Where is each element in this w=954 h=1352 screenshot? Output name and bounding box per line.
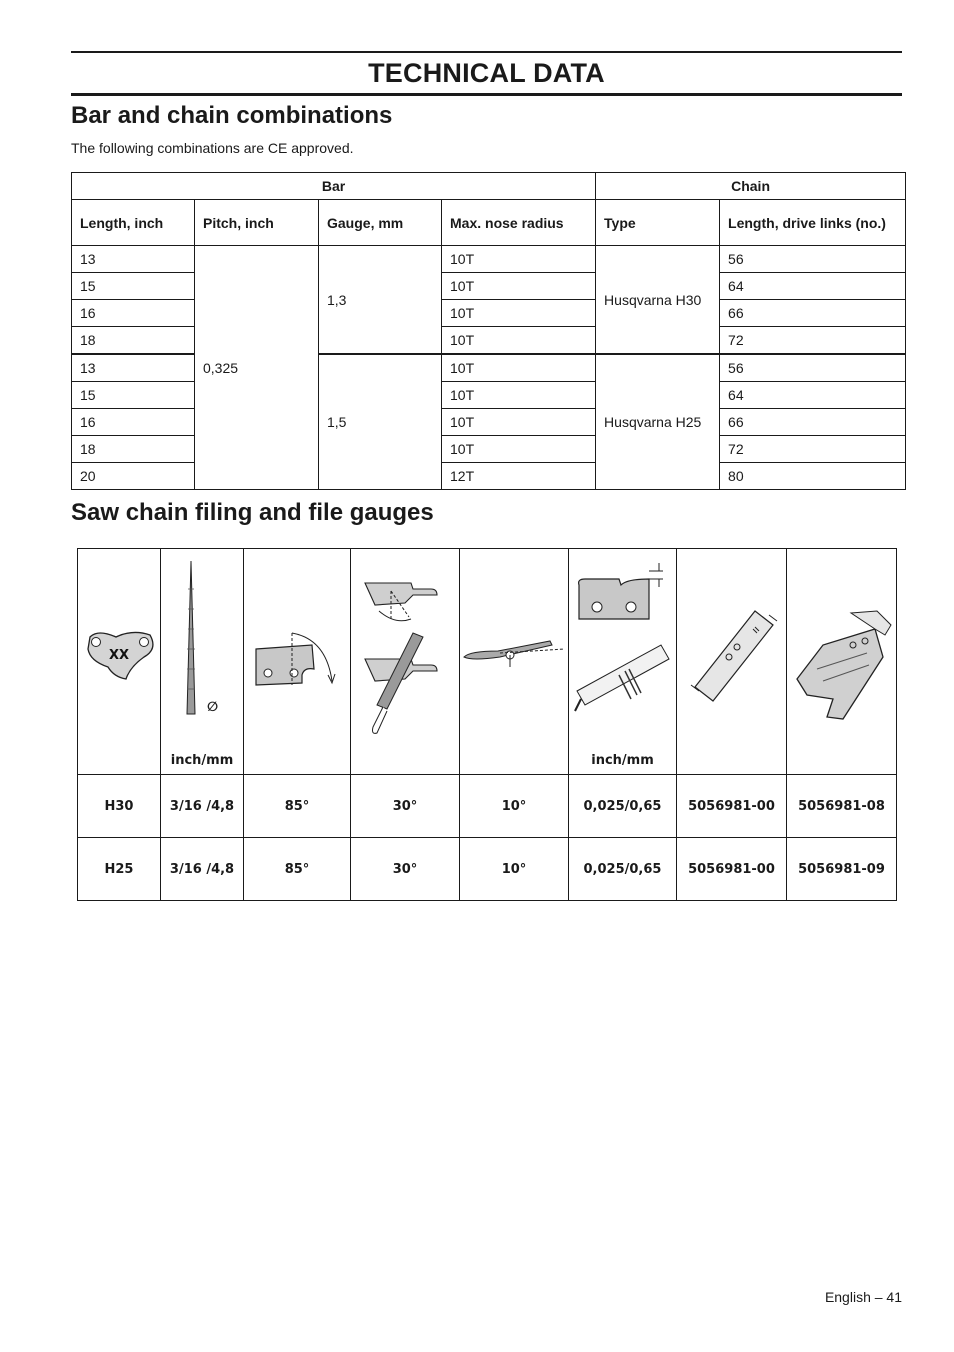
cell-depth: 0,025/0,65	[569, 775, 677, 838]
cell-links: 56	[720, 354, 906, 382]
cell-links: 66	[720, 300, 906, 327]
col-header-gauge: Gauge, mm	[319, 200, 442, 246]
group-header-chain: Chain	[596, 173, 906, 200]
cell-depth: 0,025/0,65	[569, 838, 677, 901]
col-header-nose-radius: Max. nose radius	[442, 200, 596, 246]
cell-nose: 10T	[442, 436, 596, 463]
cell-combi-part: 5056981-08	[787, 775, 897, 838]
col-header-length: Length, inch	[72, 200, 195, 246]
depth-tool-cell	[677, 549, 787, 775]
cell-links: 56	[720, 246, 906, 273]
cell-chain: H25	[78, 838, 161, 901]
cell-tilt: 10°	[460, 775, 569, 838]
cell-nose: 10T	[442, 382, 596, 409]
cell-pitch: 0,325	[195, 246, 319, 490]
cell-length: 18	[72, 327, 195, 355]
cell-length: 15	[72, 382, 195, 409]
cell-type: Husqvarna H30	[596, 246, 720, 355]
intro-text: The following combinations are CE approved.	[71, 140, 354, 156]
unit-label-file: inch/mm	[170, 753, 234, 768]
cell-length: 16	[72, 409, 195, 436]
cell-length: 15	[72, 273, 195, 300]
cell-nose: 10T	[442, 300, 596, 327]
filing-angle-cell	[351, 549, 460, 775]
file-tilt-icon	[460, 549, 569, 774]
cell-length: 13	[72, 354, 195, 382]
cell-type: Husqvarna H25	[596, 354, 720, 490]
table-row	[78, 775, 897, 838]
round-file-icon	[161, 549, 244, 774]
group-header-bar: Bar	[72, 173, 596, 200]
top-plate-angle-icon	[244, 549, 351, 774]
cell-links: 64	[720, 273, 906, 300]
col-header-drive-links: Length, drive links (no.)	[720, 200, 906, 246]
cell-length: 20	[72, 463, 195, 490]
unit-label-depth: inch/mm	[591, 753, 654, 768]
header-rule-top	[71, 51, 902, 53]
cell-links: 72	[720, 327, 906, 355]
table-row	[72, 246, 906, 273]
section-title-combinations: Bar and chain combinations	[71, 102, 393, 129]
col-header-type: Type	[596, 200, 720, 246]
page-footer: English – 41	[824, 1289, 902, 1305]
combi-tool-cell	[787, 549, 897, 775]
cell-combi-part: 5056981-09	[787, 838, 897, 901]
cell-nose: 12T	[442, 463, 596, 490]
col-header-pitch: Pitch, inch	[195, 200, 319, 246]
cell-top-angle: 85°	[244, 838, 351, 901]
filing-angle-icon	[351, 549, 460, 774]
cell-length: 18	[72, 436, 195, 463]
cell-nose: 10T	[442, 246, 596, 273]
cell-length: 13	[72, 246, 195, 273]
depth-gauge-icon	[569, 549, 677, 774]
chain-id-mark: XX	[108, 648, 130, 663]
tilt-angle-cell	[460, 549, 569, 775]
cell-nose: 10T	[442, 273, 596, 300]
cell-links: 72	[720, 436, 906, 463]
diameter-symbol: ∅	[207, 700, 219, 715]
cell-file: 3/16 /4,8	[161, 775, 244, 838]
cell-gauge-part: 5056981-00	[677, 838, 787, 901]
section-title-filing: Saw chain filing and file gauges	[71, 499, 434, 526]
cell-gauge: 1,5	[319, 354, 442, 490]
cell-nose: 10T	[442, 354, 596, 382]
filing-gauges-table	[77, 548, 897, 901]
cell-filing-angle: 30°	[351, 838, 460, 901]
top-angle-cell	[244, 549, 351, 775]
cell-links: 66	[720, 409, 906, 436]
cell-top-angle: 85°	[244, 775, 351, 838]
combi-gauge-tool-icon	[787, 549, 897, 774]
bar-chain-table	[71, 172, 906, 490]
cell-file: 3/16 /4,8	[161, 838, 244, 901]
cell-gauge: 1,3	[319, 246, 442, 355]
cell-links: 80	[720, 463, 906, 490]
cell-filing-angle: 30°	[351, 775, 460, 838]
cell-nose: 10T	[442, 409, 596, 436]
cell-length: 16	[72, 300, 195, 327]
depth-gauge-cell	[569, 549, 677, 775]
chain-link-icon	[78, 549, 161, 774]
file-size-cell	[161, 549, 244, 775]
chain-id-cell	[78, 549, 161, 775]
cell-tilt: 10°	[460, 838, 569, 901]
cell-nose: 10T	[442, 327, 596, 355]
page-title: TECHNICAL DATA	[368, 58, 605, 88]
cell-gauge-part: 5056981-00	[677, 775, 787, 838]
cell-chain: H30	[78, 775, 161, 838]
header-rule-bottom	[71, 93, 902, 96]
depth-gauge-tool-icon	[677, 549, 787, 774]
table-row	[78, 838, 897, 901]
cell-links: 64	[720, 382, 906, 409]
